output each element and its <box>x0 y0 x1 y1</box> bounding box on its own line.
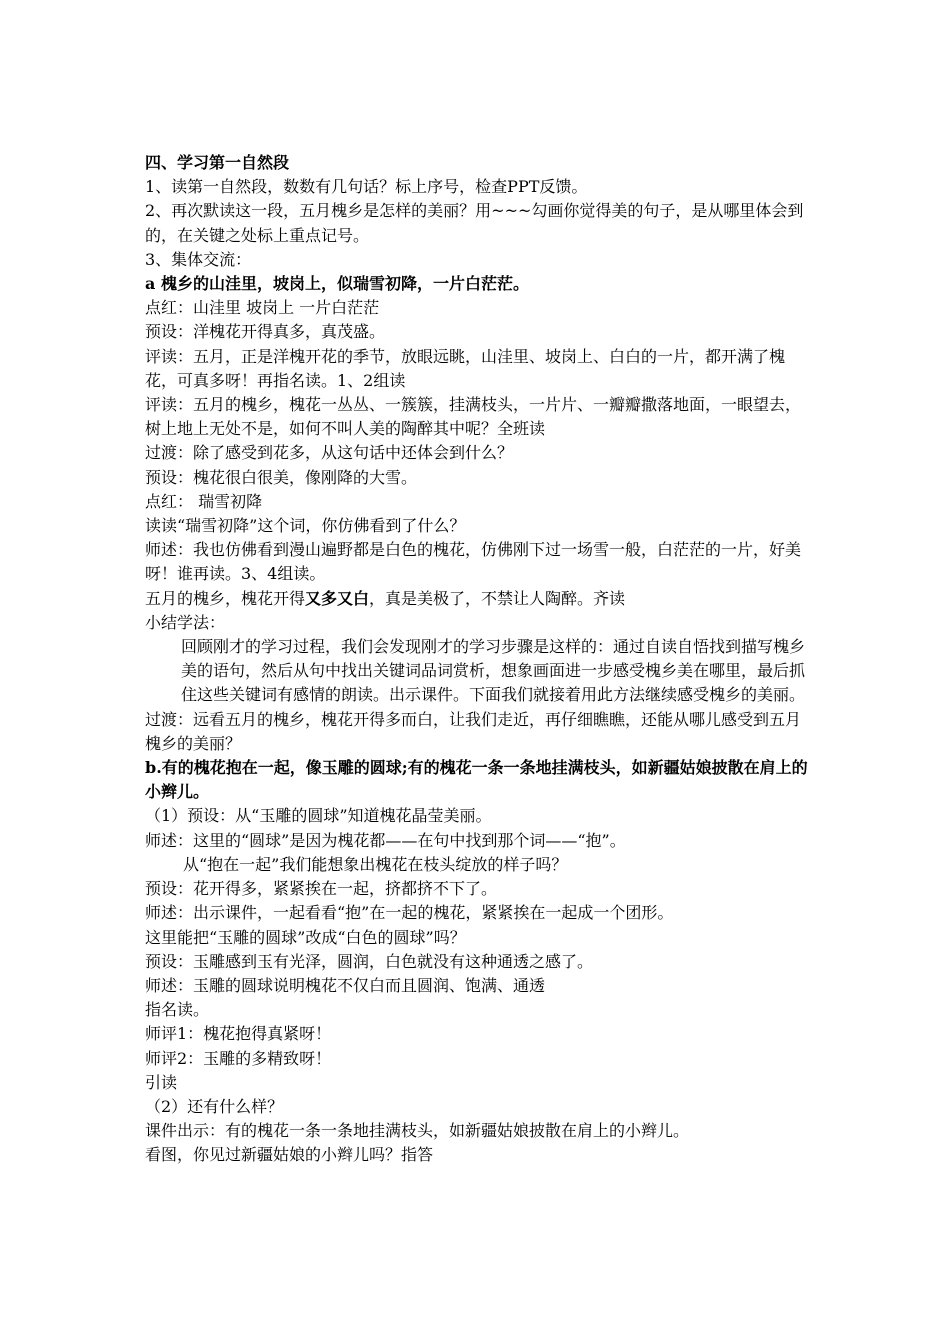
key-sentence-b: b.有的槐花抱在一起，像玉雕的圆球;有的槐花一条一条地挂满枝头，如新疆姑娘披散在肩上的小辫儿。 <box>145 758 808 802</box>
paragraph-line: 1、读第一自然段，数数有几句话？标上序号，检查PPT反馈。 <box>145 177 588 197</box>
text-segment: ，真是美极了，不禁让人陶醉。齐读 <box>369 588 626 608</box>
section-heading: 四、学习第一自然段 <box>145 153 290 172</box>
paragraph-line: 3、集体交流： <box>145 249 252 269</box>
paragraph-line: 课件出示：有的槐花一条一条地挂满枝头，如新疆姑娘披散在肩上的小辫儿。 <box>145 1121 690 1141</box>
paragraph-line: 点红： 瑞雪初降 <box>145 491 263 511</box>
paragraph-line: 过渡：远看五月的槐乡，槐花开得多而白，让我们走近，再仔细瞧瞧，还能从哪儿感受到五月槐乡的美丽？ <box>145 709 802 753</box>
paragraph-line: 读读“瑞雪初降”这个词，你仿佛看到了什么？ <box>145 516 466 536</box>
key-sentence-a: a 槐乡的山洼里，坡岗上，似瑞雪初降，一片白茫茫。 <box>145 274 529 294</box>
paragraph-line: 师述：这里的“圆球”是因为槐花都——在句中找到那个词——“抱”。 <box>145 830 626 850</box>
paragraph-line: 看图，你见过新疆姑娘的小辫儿吗？指答 <box>145 1145 434 1165</box>
paragraph-line: 从“抱在一起”我们能想象出槐花在枝头绽放的样子吗？ <box>183 854 568 874</box>
paragraph-line: 预设：洋槐花开得真多，真茂盛。 <box>145 322 386 342</box>
paragraph-line: 评读：五月的槐乡，槐花一丛丛、一簇簇，挂满枝头，一片片、一瓣瓣撒落地面，一眼望去，树上地上无处不是，如何不叫人美的陶醉其中呢？全班读 <box>145 395 802 439</box>
paragraph-line: 师述：玉雕的圆球说明槐花不仅白而且圆润、饱满、通透 <box>145 975 546 995</box>
text-segment: 五月的槐乡，槐花开得 <box>145 588 306 608</box>
document-body <box>145 151 810 1168</box>
paragraph-line: 点红：山洼里 坡岗上 一片白茫茫 <box>145 298 380 318</box>
paragraph-line: 指名读。 <box>145 1000 210 1020</box>
paragraph-line: 过渡：除了感受到花多，从这句话中还体会到什么？ <box>145 443 514 463</box>
paragraph-line: 这里能把“玉雕的圆球”改成“白色的圆球”吗？ <box>145 927 466 947</box>
paragraph-line: 师评1：槐花抱得真紧呀！ <box>145 1024 332 1044</box>
paragraph-line: 预设：玉雕感到玉有光泽，圆润，白色就没有这种通透之感了。 <box>145 951 594 971</box>
paragraph-line: （1）预设：从“玉雕的圆球”知道槐花晶莹美丽。 <box>145 806 492 826</box>
mixed-paragraph-line <box>145 587 810 611</box>
paragraph-line: （2）还有什么样？ <box>145 1096 284 1116</box>
summary-paragraph: 回顾刚才的学习过程，我们会发现刚才的学习步骤是这样的：通过自读自悟找到描写槐乡美的语句，然后从句中找出关键词品词赏析，想象画面进一步感受槐乡美在哪里，最后抓住这些关键词有感情的朗读。出示课件。下面我们就接着用此方法继续感受槐乡的美丽。 <box>181 637 806 705</box>
paragraph-line: 引读 <box>145 1072 178 1092</box>
emphasis-segment: 又多又白 <box>305 588 370 608</box>
paragraph-line: 预设：花开得多，紧紧挨在一起，挤都挤不下了。 <box>145 879 498 899</box>
paragraph-line: 小结学法： <box>145 612 226 632</box>
paragraph-line: 师述：出示课件，一起看看“抱”在一起的槐花，紧紧挨在一起成一个团形。 <box>145 903 674 923</box>
paragraph-line: 师评2：玉雕的多精致呀！ <box>145 1048 332 1068</box>
paragraph-line: 评读：五月，正是洋槐开花的季节，放眼远眺，山洼里、坡岗上、白白的一片，都开满了槐花，可真多呀！再指名读。1、2组读 <box>145 346 786 390</box>
paragraph-line: 师述：我也仿佛看到漫山遍野都是白色的槐花，仿佛刚下过一场雪一般，白茫茫的一片，好美呀！谁再读。3、4组读。 <box>145 540 802 584</box>
paragraph-line: 预设：槐花很白很美，像刚降的大雪。 <box>145 467 418 487</box>
paragraph-line: 2、再次默读这一段，五月槐乡是怎样的美丽？用~~~勾画你觉得美的句子，是从哪里体会到的，在关键之处标上重点记号。 <box>145 201 804 245</box>
